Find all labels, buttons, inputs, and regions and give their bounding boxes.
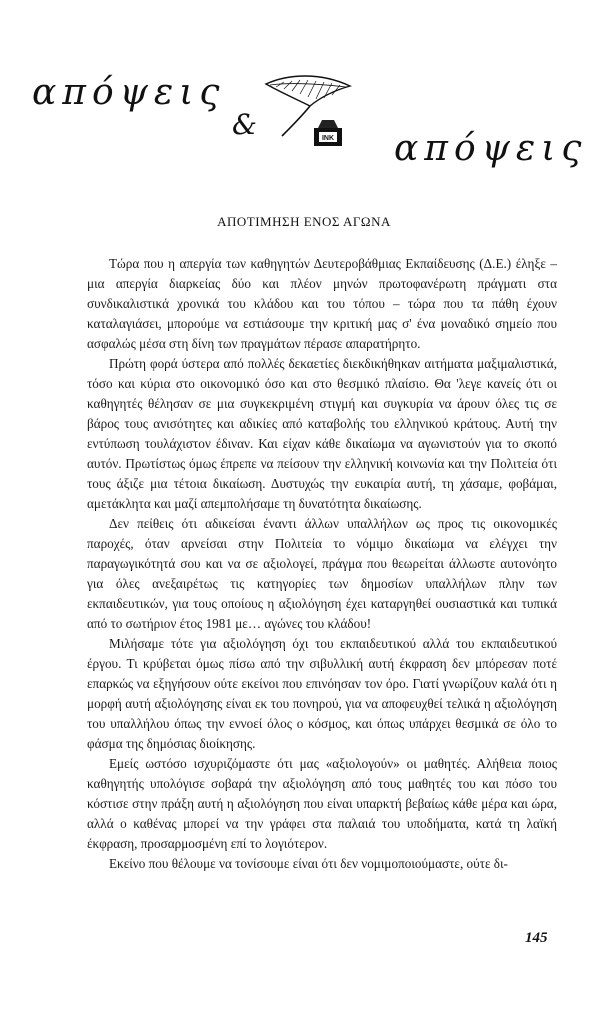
paragraph: Τώρα που η απεργία των καθηγητών Δευτεροβάθμιας Εκπαίδευσης (Δ.Ε.) έληξε – μια απεργία διαρκείας δύο και πλέον μηνών πρωτοφανέρωτη πράγματι στα συνδικαλιστικά χρονικά του κλάδου και του τόπου – τώρα που τα πάθη έχουν καταλαγιάσει, μπορούμε να εστιάσουμε την κριτική μας σ' ένα μοναδικό σημείο που ασφαλώς μέσα στη δίνη των πραγμάτων πέρασε απαρατήρητο. (87, 256, 557, 351)
ampersand: & (232, 108, 257, 141)
page-number: 145 (525, 930, 548, 946)
section-title-left: απόψεις (32, 72, 226, 113)
article-heading: ΑΠΟΤΙΜΗΣΗ ΕΝΟΣ ΑΓΩΝΑ (217, 214, 391, 229)
paragraph: Δεν πείθεις ότι αδικείσαι έναντι άλλων υπαλλήλων ως προς τις οικονομικές παροχές, όταν αρνείσαι στην Πολιτεία το νόμιμο δικαίωμα να ελέγχει την παραγωγικότητά σου και να σε αξιολογεί, πράγμα που θεωρείται άλλωστε αυτονόητο για όλες ανεξαιρέτως τις κατηγορίες των δημοσίων υπαλλήλων πλην των εκπαιδευτικών, για τους οποίους η αξιολόγηση έχει καταργηθεί ουσιαστικά και τυπικά από το σωτήριον έτος 1981 με… αγώνες του κλάδου! (87, 516, 557, 631)
ink-label: INK (321, 135, 335, 142)
paragraph: Πρώτη φορά ύστερα από πολλές δεκαετίες διεκδικήθηκαν αιτήματα μαξιμαλιστικά, τόσο και κύρια στο οικονομικό όσο και στο θεσμικό πλαίσιο. Θα 'λεγε κανείς ότι οι καθηγητές θέλησαν σε μια συγκεκριμένη στιγμή και συγκυρία να άρουν όλες τις σε βάρος τους ανισότητες και αδικίες από καταβολής του ελληνικού κράτους. Αυτή την εντύπωση τουλάχιστον έδιναν. Και είχαν κάθε δικαίωμα να αγωνιστούν για το σκοπό αυτόν. Πρωτίστως όμως έπρεπε να πείσουν την ελληνική κοινωνία και την Πολιτεία ότι τους άξιζε μια τέτοια δικαίωση. Δυστυχώς την ευκαιρία αυτή, τη χάσαμε, φοβάμαι, αμετάκλητα και μαζί απεμπολήσαμε τη δυνατότητα δικαίωσης. (87, 356, 557, 511)
article-body (87, 254, 557, 874)
paragraph: Εκείνο που θέλουμε να τονίσουμε είναι ότι δεν νομιμοποιούμαστε, ούτε δι- (109, 856, 508, 871)
paragraph: Εμείς ωστόσο ισχυριζόμαστε ότι μας «αξιολογούν» οι μαθητές. Αλήθεια ποιος καθηγητής υπολόγισε σοβαρά την αξιολόγηση από τους μαθητές του και πόσο του κόστισε στην πράξη αυτή η αξιολόγηση που είναι υπαρκτή βεβαίως κάθε μέρα και ώρα, αλλά ο καθένας μπορεί να την γράφει στα παλαιά του υποδήματα, κατά τη λαϊκή έκφραση, προσαρμοσμένη επί το λογιότερον. (87, 756, 557, 851)
paragraph: Μιλήσαμε τότε για αξιολόγηση όχι του εκπαιδευτικού αλλά του εκπαιδευτικού έργου. Τι κρύβεται όμως πίσω από την σιβυλλική αυτή έκφραση δεν μπόρεσαν ποτέ επαρκώς να εξηγήσουν ούτε εκείνοι που επινόησαν τον όρο. Γιατί γνωρίζουν καλά ότι η μορφή αυτή αξιολόγησης είναι εκ του πονηρού, για να αποφευχθεί τελικά η αξιολόγηση του υπαλλήλου όπως την εννοεί όλος ο κόσμος, και όπως υπάρχει θεσμικά σε όλο το φάσμα της δημόσιας διοίκησης. (87, 636, 557, 751)
section-title-right: απόψεις (394, 128, 588, 169)
quill-inkwell-icon (258, 70, 358, 150)
